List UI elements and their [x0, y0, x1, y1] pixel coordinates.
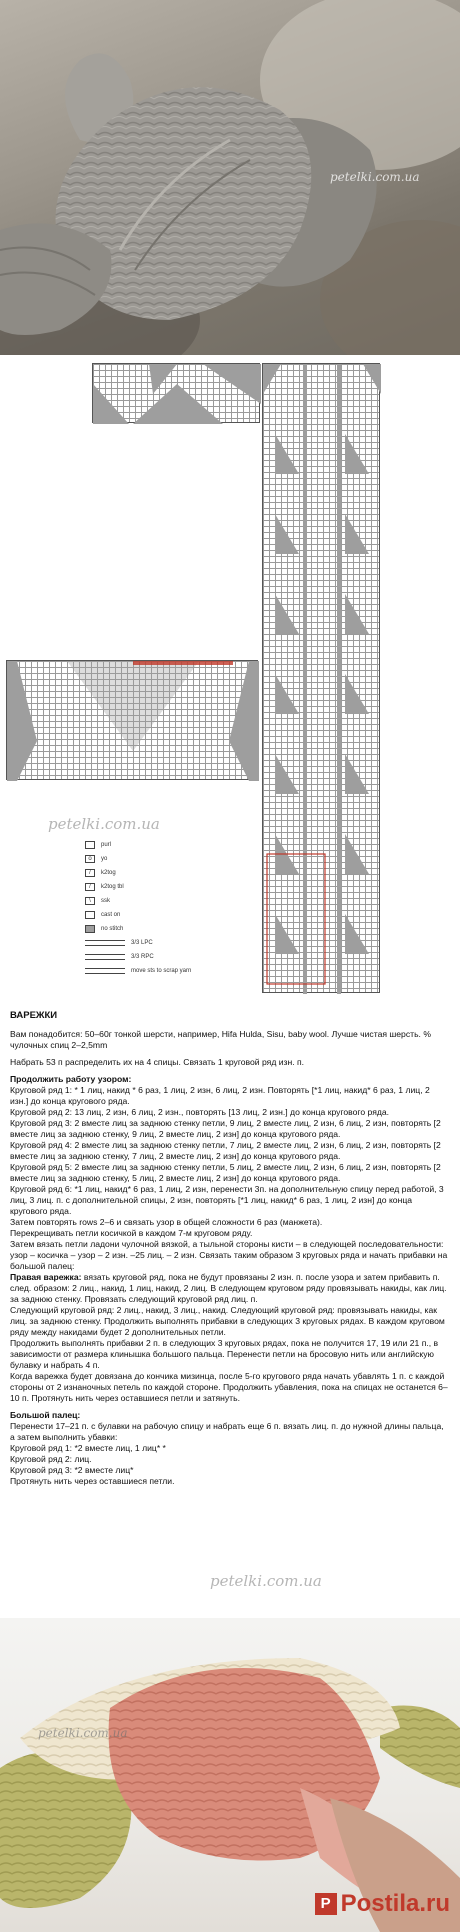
chart-legend [85, 838, 335, 988]
thumb-row-3: Круговой ряд 3: *2 вместе лиц* [10, 1465, 134, 1475]
chart-thumb [6, 660, 258, 780]
document-title: ВАРЕЖКИ [10, 1010, 58, 1021]
legend-label: k2tog tbl [101, 884, 124, 890]
postila-logo-icon: P [315, 1893, 337, 1915]
legend-symbol: \ [85, 897, 95, 905]
legend-symbol [85, 925, 95, 933]
legend-symbol: / [85, 883, 95, 891]
row-cross: Перекрещивать петли косичкой в каждом 7-м круговом ряду. [10, 1228, 253, 1238]
chart-top-section [92, 363, 260, 423]
chart-thumb-shading [7, 661, 259, 781]
legend-symbol [85, 968, 125, 974]
thumb-row-2: Круговой ряд 2: лиц. [10, 1454, 92, 1464]
legend-symbol [85, 954, 125, 960]
legend-label: 3/3 LPC [131, 940, 153, 946]
materials-text: Вам понадобится: 50–60г тонкой шерсти, например, Hifa Hulda, Sisu, baby wool. Лучше чистая шерсть. % чулочных спиц 2–2,5mm [10, 1029, 431, 1050]
row-5: Круговой ряд 5: 2 вместе лиц за заднюю стенку петли, 5 лиц, 2 вместе лиц, 2 изн, 6 лиц, 2 изн, повторять [2 вместе лиц за заднюю стенку, 5 лиц, 2 вместе лиц, 2 изн] до конца кругового ряда. [10, 1162, 441, 1183]
row-repeat: Затем повторять rows 2–6 и связать узор в общей сложности 6 раз (манжета). [10, 1217, 323, 1227]
thumb-heading: Большой палец: [10, 1410, 81, 1420]
legend-label: k2tog [101, 870, 116, 876]
thumb-text: Перенести 17–21 п. с булавки на рабочую спицу и набрать еще 6 п. вязать лиц. п. до нужной длины пальца, а затем выполнить убавки: [10, 1421, 444, 1442]
legend-symbol [85, 841, 95, 849]
colored-mittens-illustration [0, 1618, 460, 1932]
right-mitten-text: вязать круговой ряд, пока не будут провязаны 2 изн. п. после узора и затем прибавить п. след. образом: 2 лиц., накид, 1 лиц, накид, 2 лиц. В следующем круговом ряду провязывать накиды, как лиц. за заднюю стенку. Провязать следующий круговой ряд лиц. п. [10, 1272, 447, 1304]
legend-item [85, 922, 335, 936]
legend-symbol [85, 911, 95, 919]
legend-item [85, 866, 335, 880]
pattern-heading: Продолжить работу узором: [10, 1074, 132, 1084]
legend-label: purl [101, 842, 112, 848]
thumb-end: Протянуть нить через оставшиеся петли. [10, 1476, 175, 1486]
legend-item [85, 852, 335, 866]
row-1: Круговой ряд 1: * 1 лиц, накид * 6 раз, 1 лиц, 2 изн, 6 лиц, 2 изн. Повторять [*1 лиц, накид* 6 раз, 1 лиц, 2 изн.] до конца кругового ряда. [10, 1085, 430, 1106]
legend-item [85, 838, 335, 852]
legend-label: no stitch [101, 926, 124, 932]
legend-label: yo [101, 856, 108, 862]
row-4: Круговой ряд 4: 2 вместе лиц за заднюю стенку петли, 7 лиц, 2 вместе лиц, 2 изн, 6 лиц, 2 изн, повторять [2 вместе лиц за заднюю стенку, 7 лиц, 2 вместе лиц, 2 изн] до конца кругового ряда. [10, 1140, 441, 1161]
cast-on-text: Набрать 53 п распределить их на 4 спицы. Связать 1 круговой ряд изн. п. [10, 1057, 305, 1067]
legend-item [85, 950, 335, 964]
legend-item [85, 880, 335, 894]
legend-item [85, 908, 335, 922]
row-3: Круговой ряд 3: 2 вместе лиц за заднюю стенку петли, 9 лиц, 2 вместе лиц, 2 изн, 6 лиц, 2 изн, повторять [2 вместе лиц за заднюю стенку, 9 лиц, 2 вместе лиц, 2 изн] до конца кругового ряда. [10, 1118, 441, 1139]
pattern-instructions [10, 1010, 450, 1487]
continue-text: Затем вязать петли ладони чулочной вязкой, а тыльной стороны кисти – в следующей последовательности: узор – косичка – узор – 2 изн. –25 лиц. – 2 изн. Связать таким образом 3 круговых ряда и начать прибавки на большой палец: [10, 1239, 448, 1271]
watermark-text: petelki.com.ua [210, 1572, 322, 1590]
legend-item [85, 894, 335, 908]
top-photo-grey-mittens [0, 0, 460, 355]
row-6: Круговой ряд 6: *1 лиц, накид* 6 раз, 1 лиц, 2 изн, перенести 3п. на дополнительную спицу перед работой, 3 лиц, 3 лиц. п. с дополнительной спицы, 2 изн, повторять [*1 лиц, накид* 6 раз, 1 лиц, 2 изн] до конца кругового ряда. [10, 1184, 444, 1216]
bottom-photo-colored-mittens [0, 1618, 460, 1932]
legend-symbol: / [85, 869, 95, 877]
chart-top-shading [93, 364, 261, 424]
postila-logo-text: Postila.ru [340, 1890, 450, 1917]
legend-label: ssk [101, 898, 110, 904]
legend-symbol [85, 940, 125, 946]
thumb-row-1: Круговой ряд 1: *2 вместе лиц, 1 лиц* * [10, 1443, 166, 1453]
legend-label: move sts to scrap yarn [131, 968, 192, 974]
increase-text: Продолжить выполнять прибавки 2 п. в следующих 3 круговых рядах, пока не получится 17, 19 или 21 п., в зависимости от размера клинышка большого пальца. Перенести петли на бросовую нить или английскую булавку и набрать 4 п. [10, 1338, 439, 1370]
finish-text: Когда варежка будет довязана до кончика мизинца, после 5-го кругового ряда начать убавлять 1 п. с каждой стороны от 2 изнаночных петель по каждой стороне. Продолжить убавления, пока на спицах не останется 6–10 п. Протянуть нить через оставшиеся петли и затянуть. [10, 1371, 448, 1403]
right-mitten-heading: Правая варежка: [10, 1272, 82, 1282]
legend-item [85, 936, 335, 950]
legend-label: 3/3 RPC [131, 954, 154, 960]
watermark-top: petelki.com.ua [330, 170, 420, 184]
row-2: Круговой ряд 2: 13 лиц, 2 изн, 6 лиц, 2 изн., повторять [13 лиц, 2 изн.] до конца кругового ряда. [10, 1107, 390, 1117]
legend-symbol: o [85, 855, 95, 863]
watermark-chart: petelki.com.ua [48, 815, 160, 833]
legend-label: cast on [101, 912, 121, 918]
legend-item [85, 964, 335, 978]
next-row-text: Следующий круговой ряд: 2 лиц., накид, 3 лиц., накид. Следующий круговой ряд: провязывать накиды, как лиц. за заднюю стенку. Продолжить выполнять прибавки в следующих 3 круговых рядах. В каждом круговом ряду между накидами будет 2 дополнительных петли. [10, 1305, 445, 1337]
postila-logo [315, 1890, 450, 1918]
watermark-bottom: petelki.com.ua [38, 1726, 128, 1740]
